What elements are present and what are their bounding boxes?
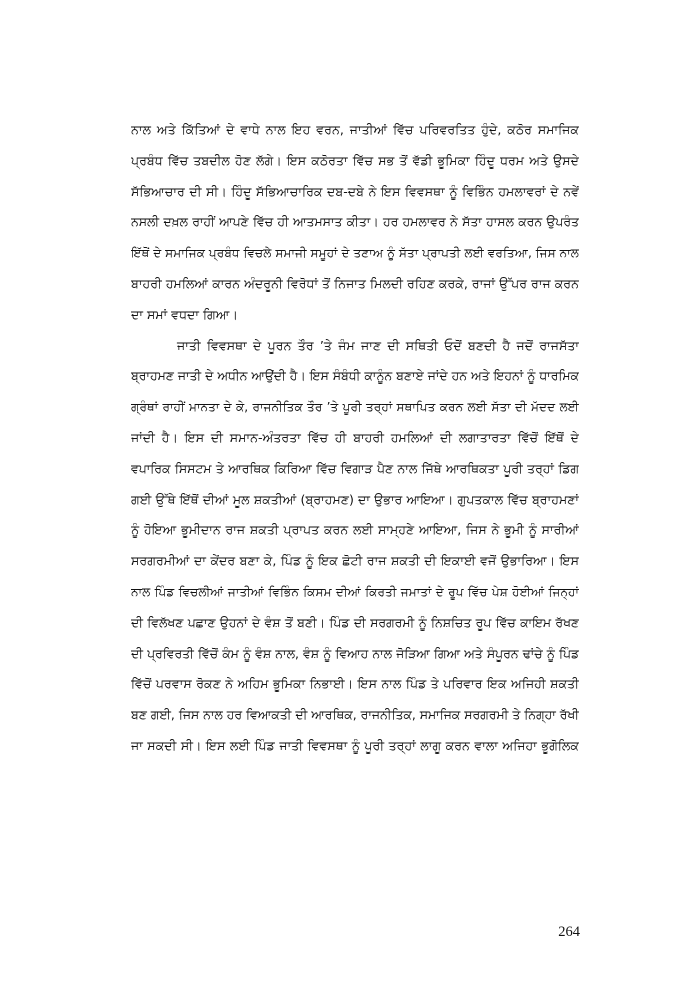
text-line: ਬ੍ਰਾਹਮਣ ਜਾਤੀ ਦੇ ਅਧੀਨ ਆਉਂਦੀ ਹੈ। ਇਸ ਸੰਬੰਧੀ ਕਾਨੂੰਨ ਬਣਾਏ ਜਾਂਦੇ ਹਨ ਅਤੇ ਇਹਨਾਂ ਨੂੰ ਧਾਰਮਿਕ	[131, 368, 579, 384]
text-line: ਇੱਥੋਂ ਦੇ ਸਮਾਜਿਕ ਪ੍ਰਬੰਧ ਵਿਚਲੇ ਸਮਾਜੀ ਸਮੂਹਾਂ ਦੇ ਤਣਾਅ ਨੂੰ ਸੱਤਾ ਪ੍ਰਾਪਤੀ ਲਈ ਵਰਤਿਆ, ਜਿਸ ਨਾਲ	[131, 246, 579, 261]
text-line: ਦੀ ਵਿਲੱਖਣ ਪਛਾਣ ਉਹਨਾਂ ਦੇ ਵੰਸ਼ ਤੋਂ ਬਣੀ। ਪਿੰਡ ਦੀ ਸਰਗਰਮੀ ਨੂੰ ਨਿਸ਼ਚਿਤ ਰੂਪ ਵਿੱਚ ਕਾਇਮ ਰੱਖਣ	[131, 614, 579, 630]
text-line: ਸਰਗਰਮੀਆਂ ਦਾ ਕੇਂਦਰ ਬਣਾ ਕੇ, ਪਿੰਡ ਨੂੰ ਇਕ ਛੋਟੀ ਰਾਜ ਸ਼ਕਤੀ ਦੀ ਇਕਾਈ ਵਜੋਂ ਉਭਾਰਿਆ। ਇਸ	[131, 553, 579, 569]
text-line: ਦਾ ਸਮਾਂ ਵਧਦਾ ਗਿਆ।	[131, 306, 238, 322]
paragraph-2	[131, 331, 579, 762]
text-line: ਨਾਲ ਪਿੰਡ ਵਿਚਲੀਆਂ ਜਾਤੀਆਂ ਵਿਭਿੰਨ ਕਿਸਮ ਦੀਆਂ ਕਿਰਤੀ ਜਮਾਤਾਂ ਦੇ ਰੂਪ ਵਿੱਚ ਪੇਸ਼ ਹੋਈਆਂ ਜਿਨ੍ਹਾਂ	[131, 584, 579, 599]
text-line: ਨਸਲੀ ਦਖ਼ਲ ਰਾਹੀਂ ਆਪਣੇ ਵਿੱਚ ਹੀ ਆਤਮਸਾਤ ਕੀਤਾ। ਹਰ ਹਮਲਾਵਰ ਨੇ ਸੱਤਾ ਹਾਸਲ ਕਰਨ ਉਪਰੰਤ	[131, 214, 579, 230]
text-line: ਸੱਭਿਆਚਾਰ ਦੀ ਸੀ। ਹਿੰਦੂ ਸੱਭਿਆਚਾਰਿਕ ਦਬ-ਦਬੇ ਨੇ ਇਸ ਵਿਵਸਥਾ ਨੂੰ ਵਿਭਿੰਨ ਹਮਲਾਵਰਾਂ ਦੇ ਨਵੇਂ	[131, 183, 579, 199]
page-number: 264	[558, 924, 580, 940]
text-line: ਵਪਾਰਿਕ ਸਿਸਟਮ ਤੇ ਆਰਥਿਕ ਕਿਰਿਆ ਵਿੱਚ ਵਿਗਾੜ ਪੈਣ ਨਾਲ ਜਿੱਥੇ ਆਰਥਿਕਤਾ ਪੂਰੀ ਤਰ੍ਹਾਂ ਡਿਗ	[131, 460, 579, 476]
text-line: ਗਈ ਉੱਥੇ ਇੱਥੋਂ ਦੀਆਂ ਮੂਲ ਸ਼ਕਤੀਆਂ (ਬ੍ਰਾਹਮਣ) ਦਾ ਉਭਾਰ ਆਇਆ। ਗੁਪਤਕਾਲ ਵਿੱਚ ਬ੍ਰਾਹਮਣਾਂ	[131, 491, 579, 507]
text-line: ਜਾ ਸਕਦੀ ਸੀ। ਇਸ ਲਈ ਪਿੰਡ ਜਾਤੀ ਵਿਵਸਥਾ ਨੂੰ ਪੂਰੀ ਤਰ੍ਹਾਂ ਲਾਗੂ ਕਰਨ ਵਾਲਾ ਅਜਿਹਾ ਭੂਗੋਲਿਕ	[131, 737, 579, 753]
text-line: ਨਾਲ ਅਤੇ ਕਿੱਤਿਆਂ ਦੇ ਵਾਧੇ ਨਾਲ ਇਹ ਵਰਨ, ਜਾਤੀਆਂ ਵਿੱਚ ਪਰਿਵਰਤਿਤ ਹੁੰਦੇ, ਕਠੋਰ ਸਮਾਜਿਕ	[131, 122, 579, 137]
body-text	[131, 115, 579, 762]
paragraph-1	[131, 115, 579, 331]
text-line: ਵਿੱਚੋਂ ਪਰਵਾਸ ਰੋਕਣ ਨੇ ਅਹਿਮ ਭੂਮਿਕਾ ਨਿਭਾਈ। ਇਸ ਨਾਲ ਪਿੰਡ ਤੇ ਪਰਿਵਾਰ ਇਕ ਅਜਿਹੀ ਸ਼ਕਤੀ	[131, 676, 579, 692]
text-line: ਨੂੰ ਹੋਇਆ ਭੂਮੀਦਾਨ ਰਾਜ ਸ਼ਕਤੀ ਪ੍ਰਾਪਤ ਕਰਨ ਲਈ ਸਾਮ੍ਹਣੇ ਆਇਆ, ਜਿਸ ਨੇ ਭੂਮੀ ਨੂੰ ਸਾਰੀਆਂ	[131, 522, 579, 538]
text-line: ਬਣ ਗਈ, ਜਿਸ ਨਾਲ ਹਰ ਵਿਆਕਤੀ ਦੀ ਆਰਥਿਕ, ਰਾਜਨੀਤਿਕ, ਸਮਾਜਿਕ ਸਰਗਰਮੀ ਤੇ ਨਿਗ੍ਹਾ ਰੱਖੀ	[131, 707, 579, 723]
text-line: ਜਾਂਦੀ ਹੈ। ਇਸ ਦੀ ਸਮਾਨ-ਅੰਤਰਤਾ ਵਿੱਚ ਹੀ ਬਾਹਰੀ ਹਮਲਿਆਂ ਦੀ ਲਗਾਤਾਰਤਾ ਵਿੱਚੋਂ ਇੱਥੋਂ ਦੇ	[131, 429, 579, 445]
text-line: ਦੀ ਪ੍ਰਵਿਰਤੀ ਵਿੱਚੋਂ ਕੰਮ ਨੂੰ ਵੰਸ਼ ਨਾਲ, ਵੰਸ਼ ਨੂੰ ਵਿਆਹ ਨਾਲ ਜੋੜਿਆ ਗਿਆ ਅਤੇ ਸੰਪੂਰਨ ਢਾਂਚੇ ਨੂੰ ਪਿੰਡ	[131, 645, 579, 661]
text-line: ਪ੍ਰਬੰਧ ਵਿੱਚ ਤਬਦੀਲ ਹੋਣ ਲੱਗੇ। ਇਸ ਕਠੋਰਤਾ ਵਿੱਚ ਸਭ ਤੋਂ ਵੱਡੀ ਭੂਮਿਕਾ ਹਿੰਦੂ ਧਰਮ ਅਤੇ ਉਸਦੇ	[131, 152, 579, 168]
text-line: ਜਾਤੀ ਵਿਵਸਥਾ ਦੇ ਪੂਰਨ ਤੌਰ ’ਤੇ ਜੰਮ ਜਾਣ ਦੀ ਸਥਿਤੀ ਓਦੋਂ ਬਣਦੀ ਹੈ ਜਦੋਂ ਰਾਜਸੱਤਾ	[177, 337, 579, 353]
text-line: ਬਾਹਰੀ ਹਮਲਿਆਂ ਕਾਰਨ ਅੰਦਰੂਨੀ ਵਿਰੋਧਾਂ ਤੋਂ ਨਿਜਾਤ ਮਿਲਦੀ ਰਹਿਣ ਕਰਕੇ, ਰਾਜਾਂ ਉੱਪਰ ਰਾਜ ਕਰਨ	[131, 275, 579, 291]
text-line: ਗ੍ਰੰਥਾਂ ਰਾਹੀਂ ਮਾਨਤਾ ਦੇ ਕੇ, ਰਾਜਨੀਤਿਕ ਤੌਰ ’ਤੇ ਪੂਰੀ ਤਰ੍ਹਾਂ ਸਥਾਪਿਤ ਕਰਨ ਲਈ ਸੱਤਾ ਦੀ ਮੱਦਦ ਲਈ	[131, 400, 579, 415]
